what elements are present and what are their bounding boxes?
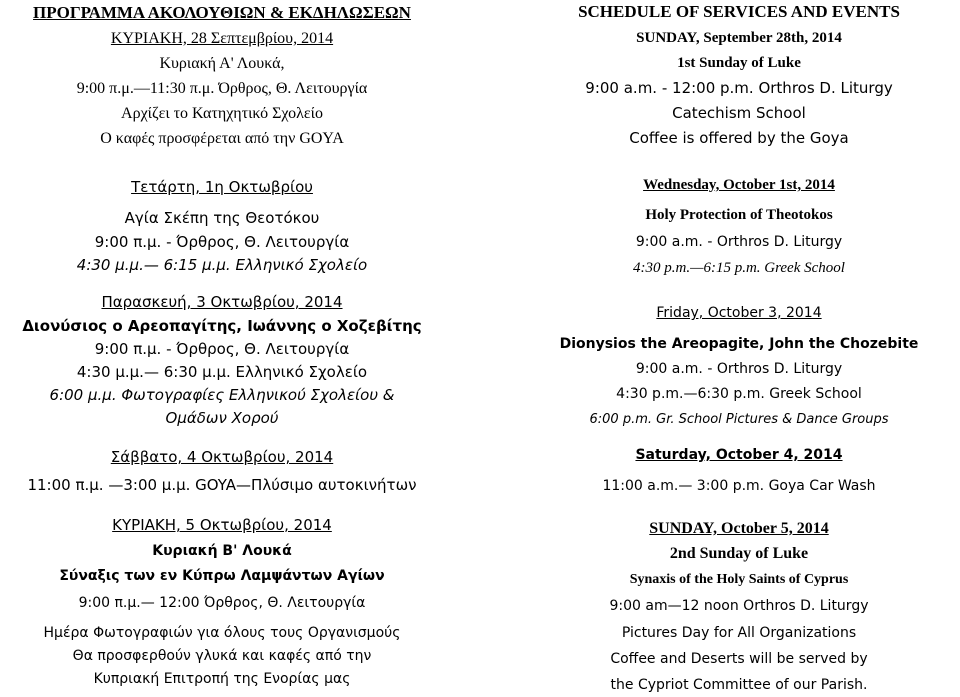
greek-friday-photos-line1: 6:00 μ.μ. Φωτογραφίες Ελληνικού Σχολείου & bbox=[49, 386, 395, 404]
english-saturday-date: Saturday, October 4, 2014 bbox=[635, 447, 843, 463]
english-sunday1-coffee: Coffee is offered by the Goya bbox=[629, 129, 849, 147]
english-friday-school: 4:30 p.m.—6:30 p.m. Greek School bbox=[616, 386, 862, 402]
greek-sunday1-service: 9:00 π.μ.—11:30 π.μ. Όρθρος, Θ. Λειτουργία bbox=[76, 80, 368, 97]
english-saturday-event: 11:00 a.m.— 3:00 p.m. Goya Car Wash bbox=[602, 478, 876, 494]
english-sunday2-date: SUNDAY, October 5, 2014 bbox=[649, 520, 829, 537]
greek-header: ΠΡΟΓΡΑΜΜΑ ΑΚΟΛΟΥΘΙΩΝ & ΕΚΔΗΛΩΣΕΩΝ bbox=[33, 3, 411, 22]
greek-sunday2-service: 9:00 π.μ.— 12:00 Όρθρος, Θ. Λειτουργία bbox=[78, 595, 366, 611]
english-wednesday-school: 4:30 p.m.—6:15 p.m. Greek School bbox=[633, 260, 845, 276]
english-wednesday-title: Holy Protection of Theotokos bbox=[645, 207, 833, 223]
greek-sunday2-pictures: Ημέρα Φωτογραφιών για όλους τους Οργανισμούς bbox=[43, 625, 401, 641]
english-sunday2-pictures: Pictures Day for All Organizations bbox=[621, 625, 857, 641]
english-sunday1-date: SUNDAY, September 28th, 2014 bbox=[636, 30, 842, 46]
english-sunday1-title: 1st Sunday of Luke bbox=[677, 55, 801, 71]
greek-friday-date: Παρασκευή, 3 Οκτωβρίου, 2014 bbox=[101, 293, 343, 311]
english-header: SCHEDULE OF SERVICES AND EVENTS bbox=[578, 2, 900, 21]
english-wednesday-date: Wednesday, October 1st, 2014 bbox=[643, 177, 835, 193]
greek-friday-photos-line2: Ομάδων Χορού bbox=[165, 409, 279, 427]
english-sunday1-school: Catechism School bbox=[672, 104, 806, 122]
english-sunday2-service: 9:00 am—12 noon Orthros D. Liturgy bbox=[609, 598, 869, 614]
greek-saturday-date: Σάββατο, 4 Οκτωβρίου, 2014 bbox=[110, 448, 334, 466]
english-friday-title: Dionysios the Areopagite, John the Chozebite bbox=[559, 336, 919, 352]
greek-wednesday-date: Τετάρτη, 1η Οκτωβρίου bbox=[131, 178, 313, 196]
greek-wednesday-title: Αγία Σκέπη της Θεοτόκου bbox=[124, 209, 320, 227]
greek-sunday2-synaxis: Σύναξις των εν Κύπρω Λαμψάντων Αγίων bbox=[59, 568, 385, 584]
greek-friday-school: 4:30 μ.μ.— 6:30 μ.μ. Ελληνικό Σχολείο bbox=[76, 363, 368, 381]
greek-saturday-event: 11:00 π.μ. —3:00 μ.μ. GOYA—Πλύσιμο αυτοκινήτων bbox=[27, 476, 417, 494]
greek-sunday1-title: Κυριακή Α' Λουκά, bbox=[159, 55, 285, 72]
english-friday-service: 9:00 a.m. - Orthros D. Liturgy bbox=[635, 361, 843, 377]
english-sunday1-service: 9:00 a.m. - 12:00 p.m. Orthros D. Liturgy bbox=[585, 79, 893, 97]
english-wednesday-service: 9:00 a.m. - Orthros D. Liturgy bbox=[635, 234, 843, 250]
english-friday-date: Friday, October 3, 2014 bbox=[656, 305, 822, 321]
greek-sunday1-school: Αρχίζει το Κατηχητικό Σχολείο bbox=[121, 105, 323, 122]
greek-sunday2-date: ΚΥΡΙΑΚΗ, 5 Οκτωβρίου, 2014 bbox=[112, 516, 332, 534]
greek-sunday1-date: ΚΥΡΙΑΚΗ, 28 Σεπτεμβρίου, 2014 bbox=[110, 30, 334, 47]
english-sunday2-synaxis: Synaxis of the Holy Saints of Cyprus bbox=[629, 572, 849, 587]
english-sunday2-coffee: Coffee and Deserts will be served by bbox=[610, 651, 868, 667]
english-friday-photos: 6:00 p.m. Gr. School Pictures & Dance Groups bbox=[589, 412, 889, 427]
greek-wednesday-school: 4:30 μ.μ.— 6:15 μ.μ. Ελληνικό Σχολείο bbox=[76, 256, 368, 274]
english-sunday2-committee: the Cypriot Committee of our Parish. bbox=[610, 677, 868, 693]
greek-sunday1-coffee: Ο καφές προσφέρεται από την GOYA bbox=[100, 130, 344, 147]
greek-friday-service: 9:00 π.μ. - Όρθρος, Θ. Λειτουργία bbox=[94, 340, 350, 358]
greek-wednesday-service: 9:00 π.μ. - Όρθρος, Θ. Λειτουργία bbox=[94, 233, 350, 251]
english-sunday2-title: 2nd Sunday of Luke bbox=[669, 545, 809, 562]
greek-sunday2-committee: Κυπριακή Επιτροπή της Ενορίας μας bbox=[93, 671, 351, 687]
greek-sunday2-title: Κυριακή Β' Λουκά bbox=[152, 543, 292, 559]
greek-sunday2-coffee: Θα προσφερθούν γλυκά και καφές από την bbox=[72, 648, 372, 664]
greek-friday-title: Διονύσιος ο Αρεοπαγίτης, Ιωάννης ο Χοζεβίτης bbox=[22, 317, 422, 335]
